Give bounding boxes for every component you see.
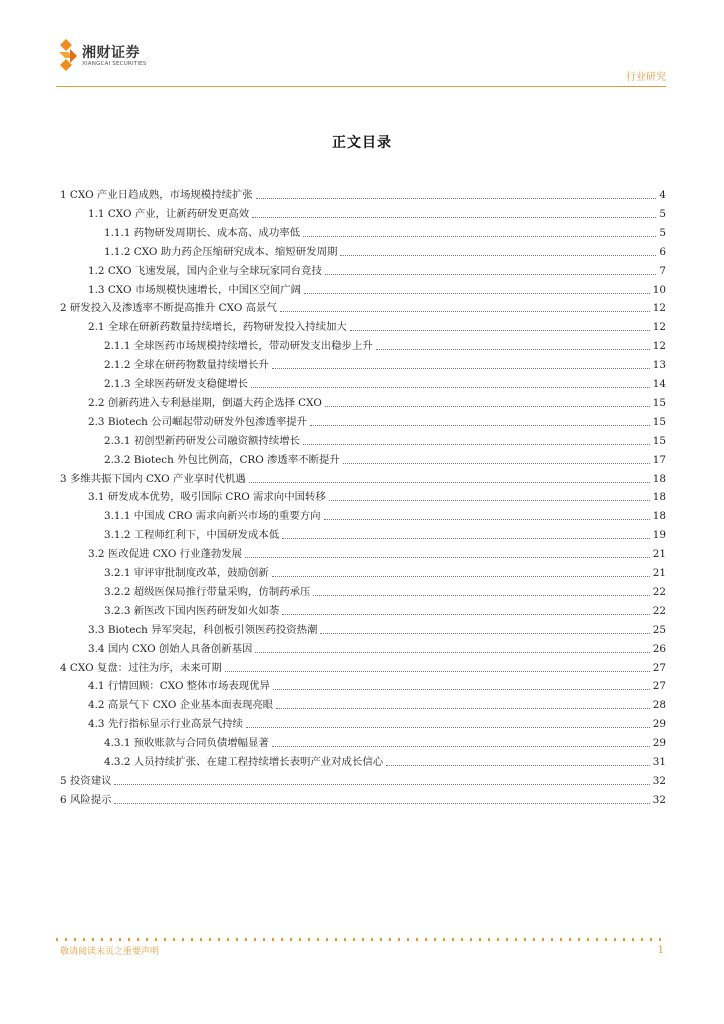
toc-entry[interactable] — [88, 486, 666, 504]
toc-entry-title: 1.1.1 药物研发周期长、成本高、成功率低 — [104, 226, 300, 239]
toc-entry-page: 7 — [659, 264, 666, 277]
toc-entry[interactable] — [88, 675, 666, 693]
toc-entry[interactable] — [88, 694, 666, 712]
toc-entry-page: 29 — [652, 737, 666, 750]
toc-entry[interactable] — [60, 770, 666, 788]
toc-entry-page: 12 — [652, 340, 666, 353]
toc-leader-dots — [340, 255, 656, 256]
header-divider — [56, 86, 666, 87]
toc-entry-title: 3.2 医改促进 CXO 行业蓬勃发展 — [88, 548, 243, 561]
toc-entry-page: 4 — [659, 189, 666, 201]
toc-entry[interactable] — [60, 184, 666, 202]
toc-leader-dots — [303, 236, 656, 237]
toc-leader-dots — [304, 293, 650, 294]
toc-entry-title: 3.2.3 新医改下国内医药研发如火如荼 — [104, 604, 280, 617]
toc-leader-dots — [303, 444, 650, 445]
toc-entry-page: 10 — [652, 283, 666, 296]
toc-leader-dots — [272, 576, 650, 577]
footer-notice: 敬请阅读末页之重要声明 — [60, 947, 160, 957]
toc-entry[interactable] — [104, 222, 666, 240]
logo-text-cn: 湘财证券 — [82, 45, 140, 61]
toc-entry-title: 3.2.1 审评审批制度改革，鼓励创新 — [104, 567, 269, 579]
report-category: 行业研究 — [626, 72, 666, 83]
toc-entry-title: 4 CXO 复盘：过往为序，未来可期 — [60, 661, 222, 674]
toc-entry-title: 4.3.2 人员持续扩张、在建工程持续增长表明产业对成长信心 — [104, 756, 384, 768]
toc-entry[interactable] — [88, 638, 666, 656]
toc-entry[interactable] — [88, 316, 666, 334]
toc-leader-dots — [350, 330, 650, 331]
toc-entry-page: 28 — [652, 699, 666, 712]
toc-entry-page: 32 — [652, 793, 666, 806]
toc-leader-dots — [282, 614, 650, 615]
toc-entry-title: 1.3 CXO 市场规模快速增长，中国区空间广阔 — [88, 283, 302, 296]
toc-entry[interactable] — [60, 789, 666, 807]
toc-leader-dots — [320, 633, 649, 634]
toc-entry-page: 22 — [652, 585, 666, 598]
toc-entry-page: 6 — [659, 245, 666, 258]
company-logo — [56, 39, 166, 79]
toc-entry-title: 4.2 高景气下 CXO 企业基本面表现亮眼 — [88, 699, 274, 712]
toc-entry-title: 4.3 先行指标显示行业高景气持续 — [88, 718, 243, 731]
toc-leader-dots — [325, 406, 650, 407]
toc-leader-dots — [343, 463, 650, 464]
toc-leader-dots — [282, 538, 650, 539]
page-number: 1 — [657, 945, 664, 956]
toc-entry-page: 5 — [659, 207, 666, 220]
toc-entry-page: 5 — [659, 226, 666, 239]
toc-entry-page: 14 — [652, 378, 666, 390]
toc-entry[interactable] — [104, 354, 666, 372]
toc-leader-dots — [252, 217, 656, 218]
toc-entry[interactable] — [104, 430, 666, 448]
toc-leader-dots — [249, 482, 650, 483]
toc-entry-page: 15 — [652, 396, 666, 409]
toc-leader-dots — [255, 652, 649, 653]
toc-leader-dots — [376, 349, 650, 350]
toc-entry-title: 3.4 国内 CXO 创始人具备创新基因 — [88, 642, 253, 655]
toc-leader-dots — [273, 689, 650, 690]
toc-leader-dots — [272, 746, 650, 747]
toc-entry-page: 27 — [652, 680, 666, 693]
toc-entry[interactable] — [88, 619, 666, 637]
toc-entry-title: 3.1.1 中国成 CRO 需求向新兴市场的重要方向 — [104, 510, 321, 523]
toc-entry[interactable] — [104, 505, 666, 523]
toc-entry-page: 29 — [652, 718, 666, 731]
toc-entry-title: 2.1.2 全球在研药物数量持续增长升 — [104, 359, 269, 372]
toc-entry-page: 21 — [652, 548, 666, 561]
toc-entry-page: 32 — [652, 774, 666, 787]
toc-entry-title: 2.3 Biotech 公司崛起带动研发外包渗透率提升 — [88, 415, 308, 428]
toc-entry[interactable] — [88, 543, 666, 561]
toc-leader-dots — [256, 198, 657, 199]
toc-leader-dots — [324, 519, 650, 520]
toc-entry-page: 12 — [652, 321, 666, 334]
toc-entry-page: 27 — [652, 661, 666, 674]
page-title: 正文目录 — [332, 135, 392, 151]
toc-entry[interactable] — [88, 279, 666, 297]
toc-leader-dots — [272, 368, 650, 369]
toc-entry-title: 1 CXO 产业日趋成熟，市场规模持续扩张 — [60, 189, 253, 201]
toc-entry[interactable] — [60, 468, 666, 486]
toc-entry-title: 1.2 CXO 飞速发展，国内企业与全球玩家同台竞技 — [88, 264, 322, 277]
toc-entry[interactable] — [104, 373, 666, 391]
toc-entry[interactable] — [104, 562, 666, 580]
toc-leader-dots — [325, 274, 657, 275]
toc-leader-dots — [246, 727, 650, 728]
toc-entry-title: 6 风险提示 — [60, 793, 112, 806]
toc-entry-page: 19 — [652, 529, 666, 542]
toc-leader-dots — [276, 708, 650, 709]
toc-entry[interactable] — [88, 392, 666, 410]
toc-entry-page: 18 — [652, 491, 666, 504]
toc-entry[interactable] — [88, 203, 666, 221]
toc-entry-page: 18 — [652, 510, 666, 523]
toc-leader-dots — [329, 500, 650, 501]
toc-entry-title: 2.3.2 Biotech 外包比例高，CRO 渗透率不断提升 — [104, 453, 340, 466]
toc-entry-page: 18 — [652, 472, 666, 485]
toc-leader-dots — [225, 671, 650, 672]
toc-entry[interactable] — [104, 241, 666, 259]
toc-entry[interactable] — [60, 657, 666, 675]
toc-entry-title: 5 投资建议 — [60, 774, 112, 787]
toc-entry[interactable] — [88, 411, 666, 429]
toc-entry[interactable] — [88, 260, 666, 278]
toc-entry-page: 15 — [652, 415, 666, 428]
toc-entry-title: 2.1.1 全球医药市场规模持续增长，带动研发支出稳步上升 — [104, 340, 373, 353]
toc-leader-dots — [245, 557, 650, 558]
toc-entry-title: 2.1 全球在研新药数量持续增长，药物研发投入持续加大 — [88, 321, 347, 334]
toc-entry[interactable] — [104, 751, 666, 769]
toc-entry-title: 2.2 创新药进入专利悬崖期，倒逼大药企选择 CXO — [88, 396, 322, 409]
toc-entry-page: 26 — [652, 642, 666, 655]
toc-entry[interactable] — [104, 600, 666, 618]
toc-entry-title: 2 研发投入及渗透率不断提高推升 CXO 高景气 — [60, 302, 277, 315]
toc-entry-page: 21 — [652, 567, 666, 579]
toc-entry-page: 31 — [652, 756, 666, 768]
toc-entry-title: 3 多维共振下国内 CXO 产业享时代机遇 — [60, 472, 246, 485]
logo-mark-icon — [56, 39, 78, 75]
toc-entry-page: 22 — [652, 604, 666, 617]
toc-entry-title: 1.1 CXO 产业，让新药研发更高效 — [88, 207, 250, 220]
toc-entry-page: 12 — [652, 302, 666, 315]
toc-entry[interactable] — [104, 581, 666, 599]
toc-leader-dots — [114, 803, 649, 804]
toc-entry-title: 3.1 研发成本优势，吸引国际 CRO 需求向中国转移 — [88, 491, 326, 504]
toc-entry-page: 17 — [652, 453, 666, 466]
toc-entry[interactable] — [88, 713, 666, 731]
toc-entry[interactable] — [104, 449, 666, 467]
toc-entry[interactable] — [104, 524, 666, 542]
toc-entry-page: 25 — [652, 623, 666, 636]
toc-entry-title: 3.2.2 超级医保局推行带量采购，仿制药承压 — [104, 585, 311, 598]
toc-leader-dots — [310, 425, 650, 426]
toc-leader-dots — [386, 765, 650, 766]
toc-leader-dots — [280, 311, 650, 312]
toc-entry-page: 15 — [652, 434, 666, 447]
footer-divider — [56, 938, 666, 941]
toc-entry-title: 4.3.1 预收账款与合同负债增幅显著 — [104, 737, 269, 750]
toc-entry-title: 2.3.1 初创型新药研发公司融资额持续增长 — [104, 434, 300, 447]
toc-leader-dots — [251, 387, 650, 388]
toc-entry-page: 13 — [652, 359, 666, 372]
toc-entry-title: 3.3 Biotech 异军突起，科创板引领医药投资热潮 — [88, 623, 318, 636]
toc-entry-title: 1.1.2 CXO 助力药企压缩研究成本、缩短研发周期 — [104, 245, 338, 258]
toc-entry[interactable] — [104, 732, 666, 750]
toc-entry-title: 3.1.2 工程师红利下，中国研发成本低 — [104, 529, 280, 542]
toc-entry[interactable] — [104, 335, 666, 353]
toc-entry-title: 2.1.3 全球医药研发支稳健增长 — [104, 378, 249, 390]
toc-leader-dots — [114, 784, 649, 785]
toc-entry-title: 4.1 行情回顾：CXO 整体市场表现优异 — [88, 680, 270, 693]
toc-entry[interactable] — [60, 297, 666, 315]
logo-text-en: XIANGCAI SECURITIES — [82, 61, 147, 67]
toc-leader-dots — [313, 595, 649, 596]
